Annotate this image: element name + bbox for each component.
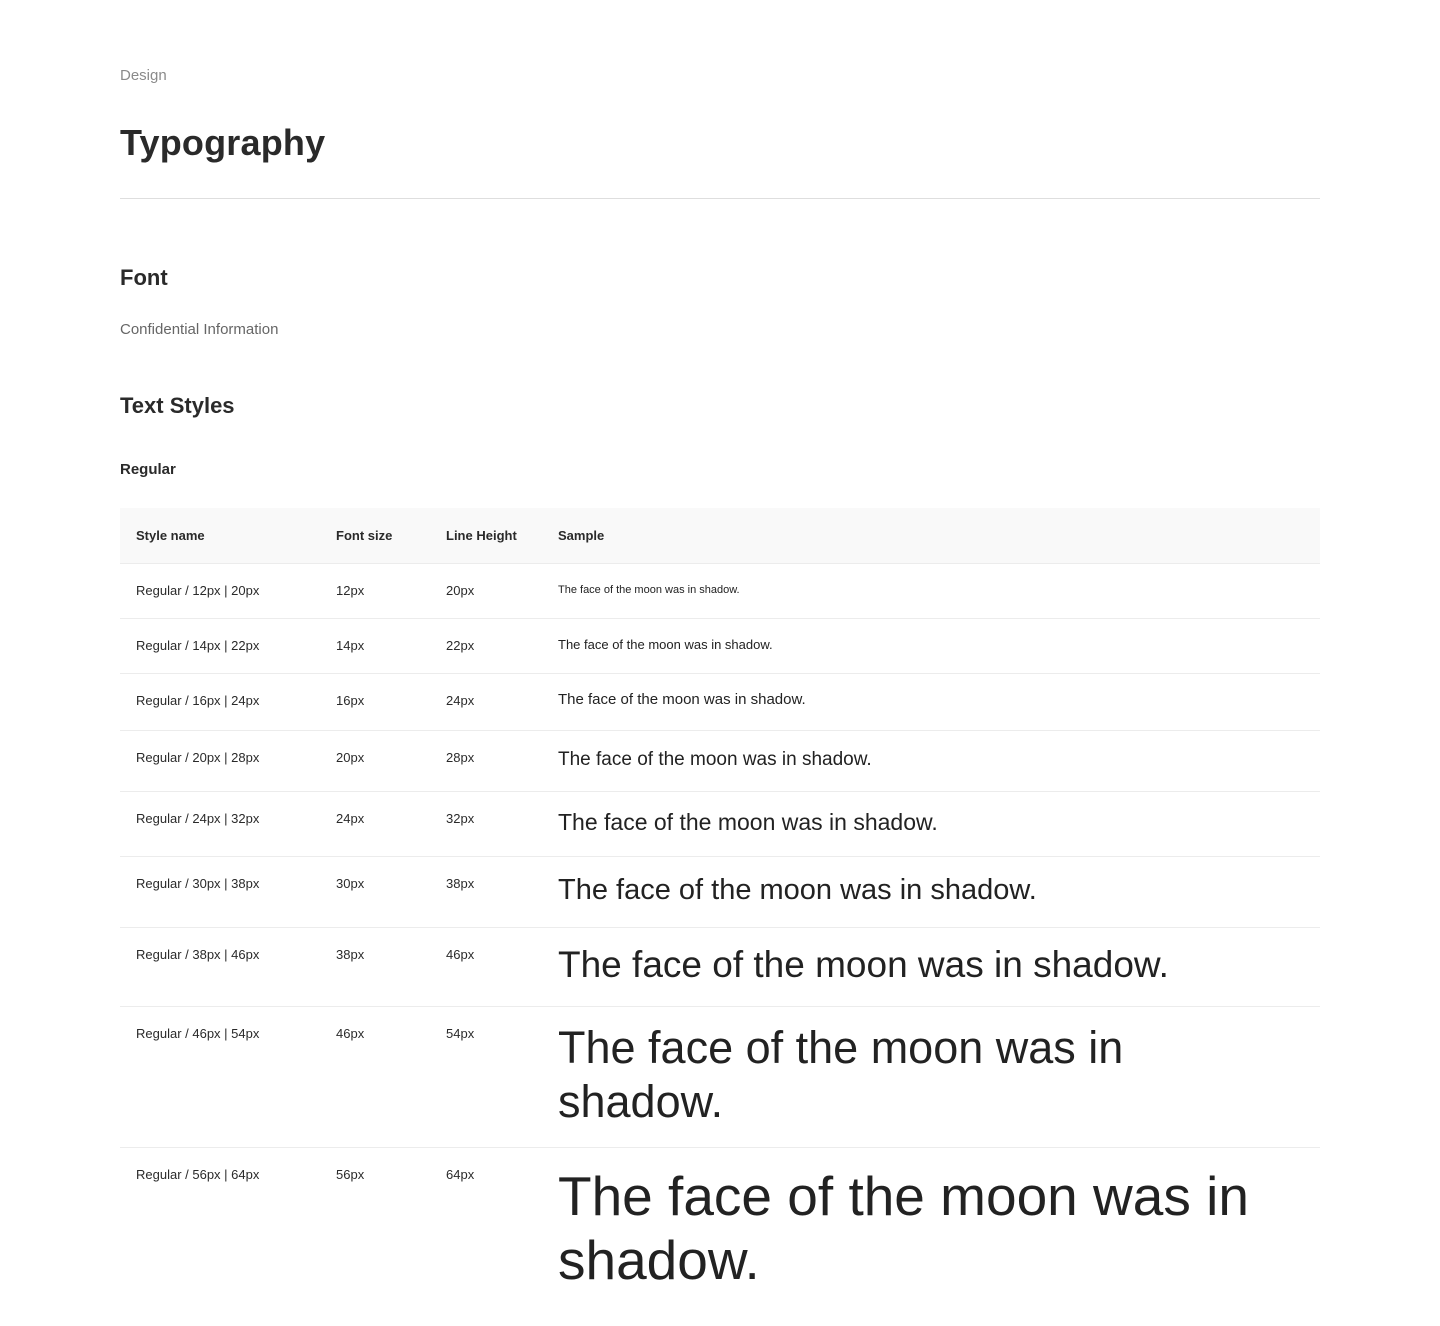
style-name-cell: Regular / 20px | 28px — [136, 750, 260, 765]
line-height-cell: 64px — [446, 1167, 475, 1182]
style-name-cell: Regular / 12px | 20px — [136, 583, 260, 598]
sample-text-cell: The face of the moon was in shadow. — [558, 809, 938, 835]
table-row — [120, 1007, 1320, 1148]
line-height-cell: 22px — [446, 638, 475, 653]
font-size-cell: 14px — [336, 638, 365, 653]
table-row — [120, 1148, 1320, 1318]
line-height-cell: 32px — [446, 811, 475, 826]
column-header-sample: Sample — [558, 528, 605, 543]
sample-text-cell: The face of the moon was in shadow. — [558, 637, 773, 652]
sample-text-cell: The face of the moon was in shadow. — [558, 1022, 1124, 1127]
line-height-cell: 46px — [446, 947, 475, 962]
line-height-cell: 24px — [446, 693, 475, 708]
text-styles-table — [120, 508, 1320, 1318]
style-name-cell: Regular / 38px | 46px — [136, 947, 260, 962]
column-header-font-size: Font size — [336, 528, 393, 543]
column-header-style-name: Style name — [136, 528, 205, 543]
column-header-line-height: Line Height — [446, 528, 517, 543]
sample-text-cell: The face of the moon was in shadow. — [558, 749, 872, 770]
text-styles-title: Text Styles — [120, 393, 235, 418]
table-row — [120, 857, 1320, 928]
table-row — [120, 792, 1320, 857]
breadcrumb[interactable]: Design — [120, 67, 167, 84]
table-row — [120, 731, 1320, 792]
font-size-cell: 38px — [336, 947, 365, 962]
font-size-cell: 24px — [336, 811, 365, 826]
table-row — [120, 928, 1320, 1007]
style-name-cell: Regular / 16px | 24px — [136, 693, 260, 708]
line-height-cell: 54px — [446, 1026, 475, 1041]
font-name: Confidential Information — [120, 321, 279, 338]
style-name-cell: Regular / 24px | 32px — [136, 811, 260, 826]
sample-text-cell: The face of the moon was in shadow. — [558, 584, 740, 596]
font-section-title: Font — [120, 265, 168, 290]
table-row — [120, 564, 1320, 619]
style-name-cell: Regular / 46px | 54px — [136, 1026, 260, 1041]
page-title: Typography — [120, 122, 326, 163]
style-name-cell: Regular / 14px | 22px — [136, 638, 260, 653]
font-size-cell: 12px — [336, 583, 365, 598]
sample-text-cell: The face of the moon was in shadow. — [558, 1165, 1249, 1291]
font-size-cell: 20px — [336, 750, 365, 765]
font-size-cell: 56px — [336, 1167, 365, 1182]
table-header — [120, 508, 1320, 564]
regular-group-title: Regular — [120, 461, 176, 478]
font-size-cell: 46px — [336, 1026, 365, 1041]
line-height-cell: 20px — [446, 583, 475, 598]
table-row — [120, 619, 1320, 674]
font-size-cell: 16px — [336, 693, 365, 708]
sample-text-cell: The face of the moon was in shadow. — [558, 691, 806, 708]
table-body — [120, 564, 1320, 1318]
font-size-cell: 30px — [336, 876, 365, 891]
sample-text-cell: The face of the moon was in shadow. — [558, 944, 1169, 985]
style-name-cell: Regular / 30px | 38px — [136, 876, 260, 891]
header-divider — [120, 198, 1320, 199]
line-height-cell: 38px — [446, 876, 475, 891]
line-height-cell: 28px — [446, 750, 475, 765]
sample-text-cell: The face of the moon was in shadow. — [558, 874, 1037, 906]
style-name-cell: Regular / 56px | 64px — [136, 1167, 260, 1182]
typography-page — [120, 0, 1320, 1318]
table-row — [120, 674, 1320, 731]
